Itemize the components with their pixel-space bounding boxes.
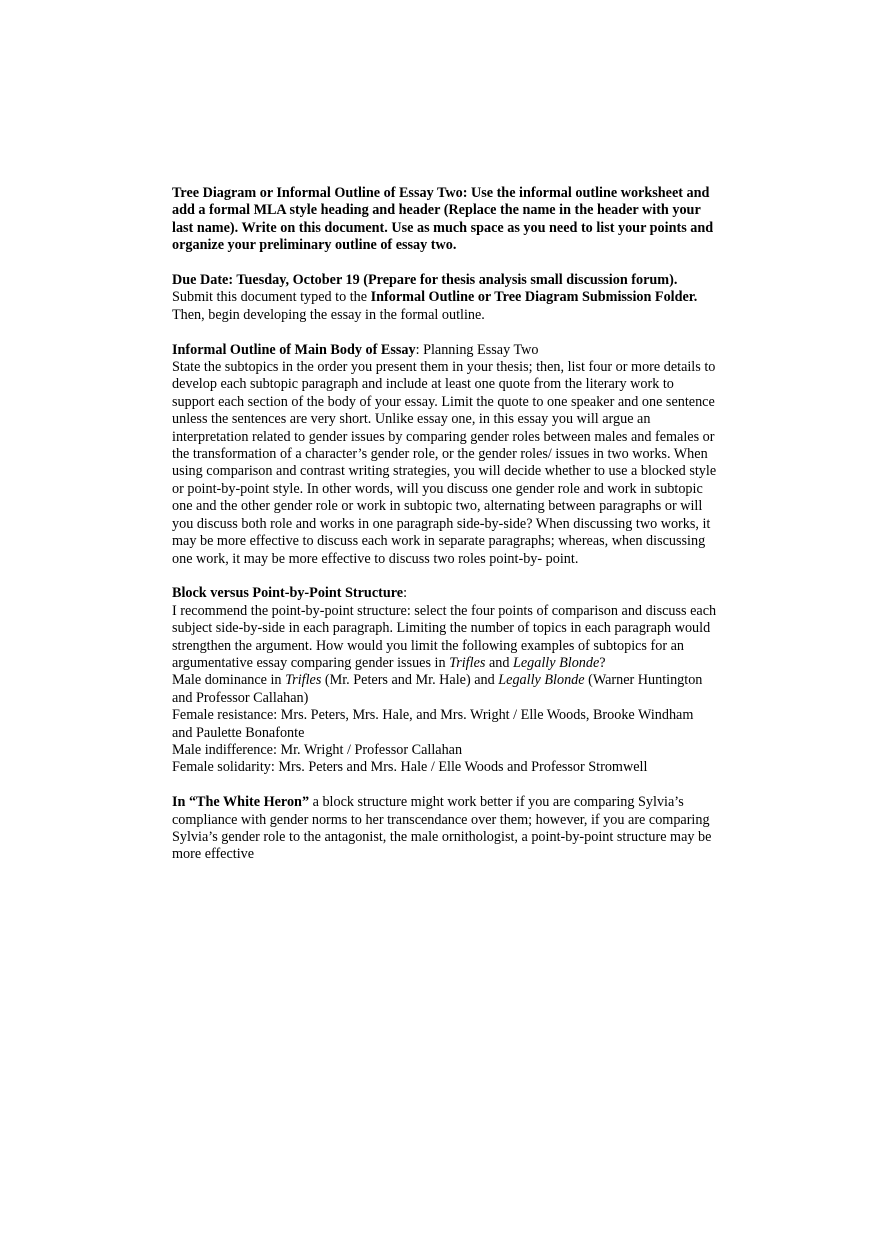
block-structure-title: Block versus Point-by-Point Structure [172,585,404,602]
intro-paragraph: Tree Diagram or Informal Outline of Essay Two: Use the informal outline worksheet and add a formal MLA style heading and header (Replace the name in the header with your last name). Write on this document. Use as much space as you need to list your points and organize your preliminary outline of essay two. [172,185,714,254]
white-heron-title: In “The White Heron” [172,794,310,811]
due-date: Due Date: Tuesday, October 19 (Prepare for thesis analysis small discussion forum). [172,272,678,289]
submission-folder: Informal Outline or Tree Diagram Submission Folder. [370,289,698,306]
submit-text-end: Then, begin developing the essay in the formal outline. [172,306,485,323]
subtopic-male-dominance [172,672,717,707]
spacer [172,255,717,272]
title-legally-blonde: Legally Blonde [512,654,600,671]
title-legally-blonde: Legally Blonde [498,672,585,689]
subtopic-female-solidarity: Female solidarity: Mrs. Peters and Mrs. Hale / Elle Woods and Professor Stromwell [172,759,648,776]
subtopic-male-indifference: Male indifference: Mr. Wright / Professor Callahan [172,741,463,758]
informal-outline-title: Informal Outline of Main Body of Essay [172,341,416,358]
spacer [172,777,717,794]
subtopic-female-resistance: Female resistance: Mrs. Peters, Mrs. Hale, and Mrs. Wright / Elle Woods, Brooke Windham and Paulette Bonafonte [172,707,694,741]
conjunction: and [485,654,513,671]
block-body-text: I recommend the point-by-point structure: select the four points of comparison and discuss each subject side-by-side in each paragraph. Limiting the number of topics in each paragraph would strengthen the argument. How would you limit the following examples of subtopics for an argumentative essay comparing gender issues in [172,602,717,671]
white-heron-text: a block structure might work better if you are comparing Sylvia’s compliance with gender norms to her transcendance over them; however, if you are comparing Sylvia’s gender role to the antagonist, the male ornithologist, a point-by-point structure may be more effective [172,794,712,863]
title-trifles: Trifles [285,672,322,689]
submit-text: Submit this document typed to the [172,289,371,306]
spacer [172,568,717,585]
spacer [172,324,717,341]
male-dominance-blonde: (Warner Huntington and Professor Callahan) [172,672,703,706]
informal-outline-body: State the subtopics in the order you present them in your thesis; then, list four or more details to develop each subtopic paragraph and include at least one quote from the literary work to support each section of the body of your essay. Limit the quote to one speaker and one sentence unless the sentences are very short. Unlike essay one, in this essay you will argue an interpretation related to gender issues by comparing gender roles between males and females or the transformation of a character’s gender role, or the gender roles/ issues in two works. When using comparison and contrast writing strategies, you will decide whether to use a blocked style or point-by-point style. In other words, will you discuss one gender role and work in subtopic one and the other gender role or work in subtopic two, alternating between paragraphs or will you discuss both role and works in one paragraph side-by-side? When discussing two works, it may be more effective to discuss each work in separate paragraphs; whereas, when discussing one work, it may be more effective to discuss two roles point-by- point. [172,359,717,567]
block-structure-body [172,603,717,673]
white-heron-paragraph [172,794,717,864]
male-dominance-trifles: (Mr. Peters and Mr. Hale) and [321,672,499,689]
informal-outline-heading [172,342,717,359]
document-body [172,185,717,864]
question-mark: ? [599,654,606,671]
due-date-paragraph [172,272,717,324]
informal-outline-subtitle: : Planning Essay Two [415,341,539,358]
male-dominance-label: Male dominance in [172,672,286,689]
block-structure-heading [172,585,717,602]
heading-colon: : [403,585,408,602]
title-trifles: Trifles [449,654,486,671]
